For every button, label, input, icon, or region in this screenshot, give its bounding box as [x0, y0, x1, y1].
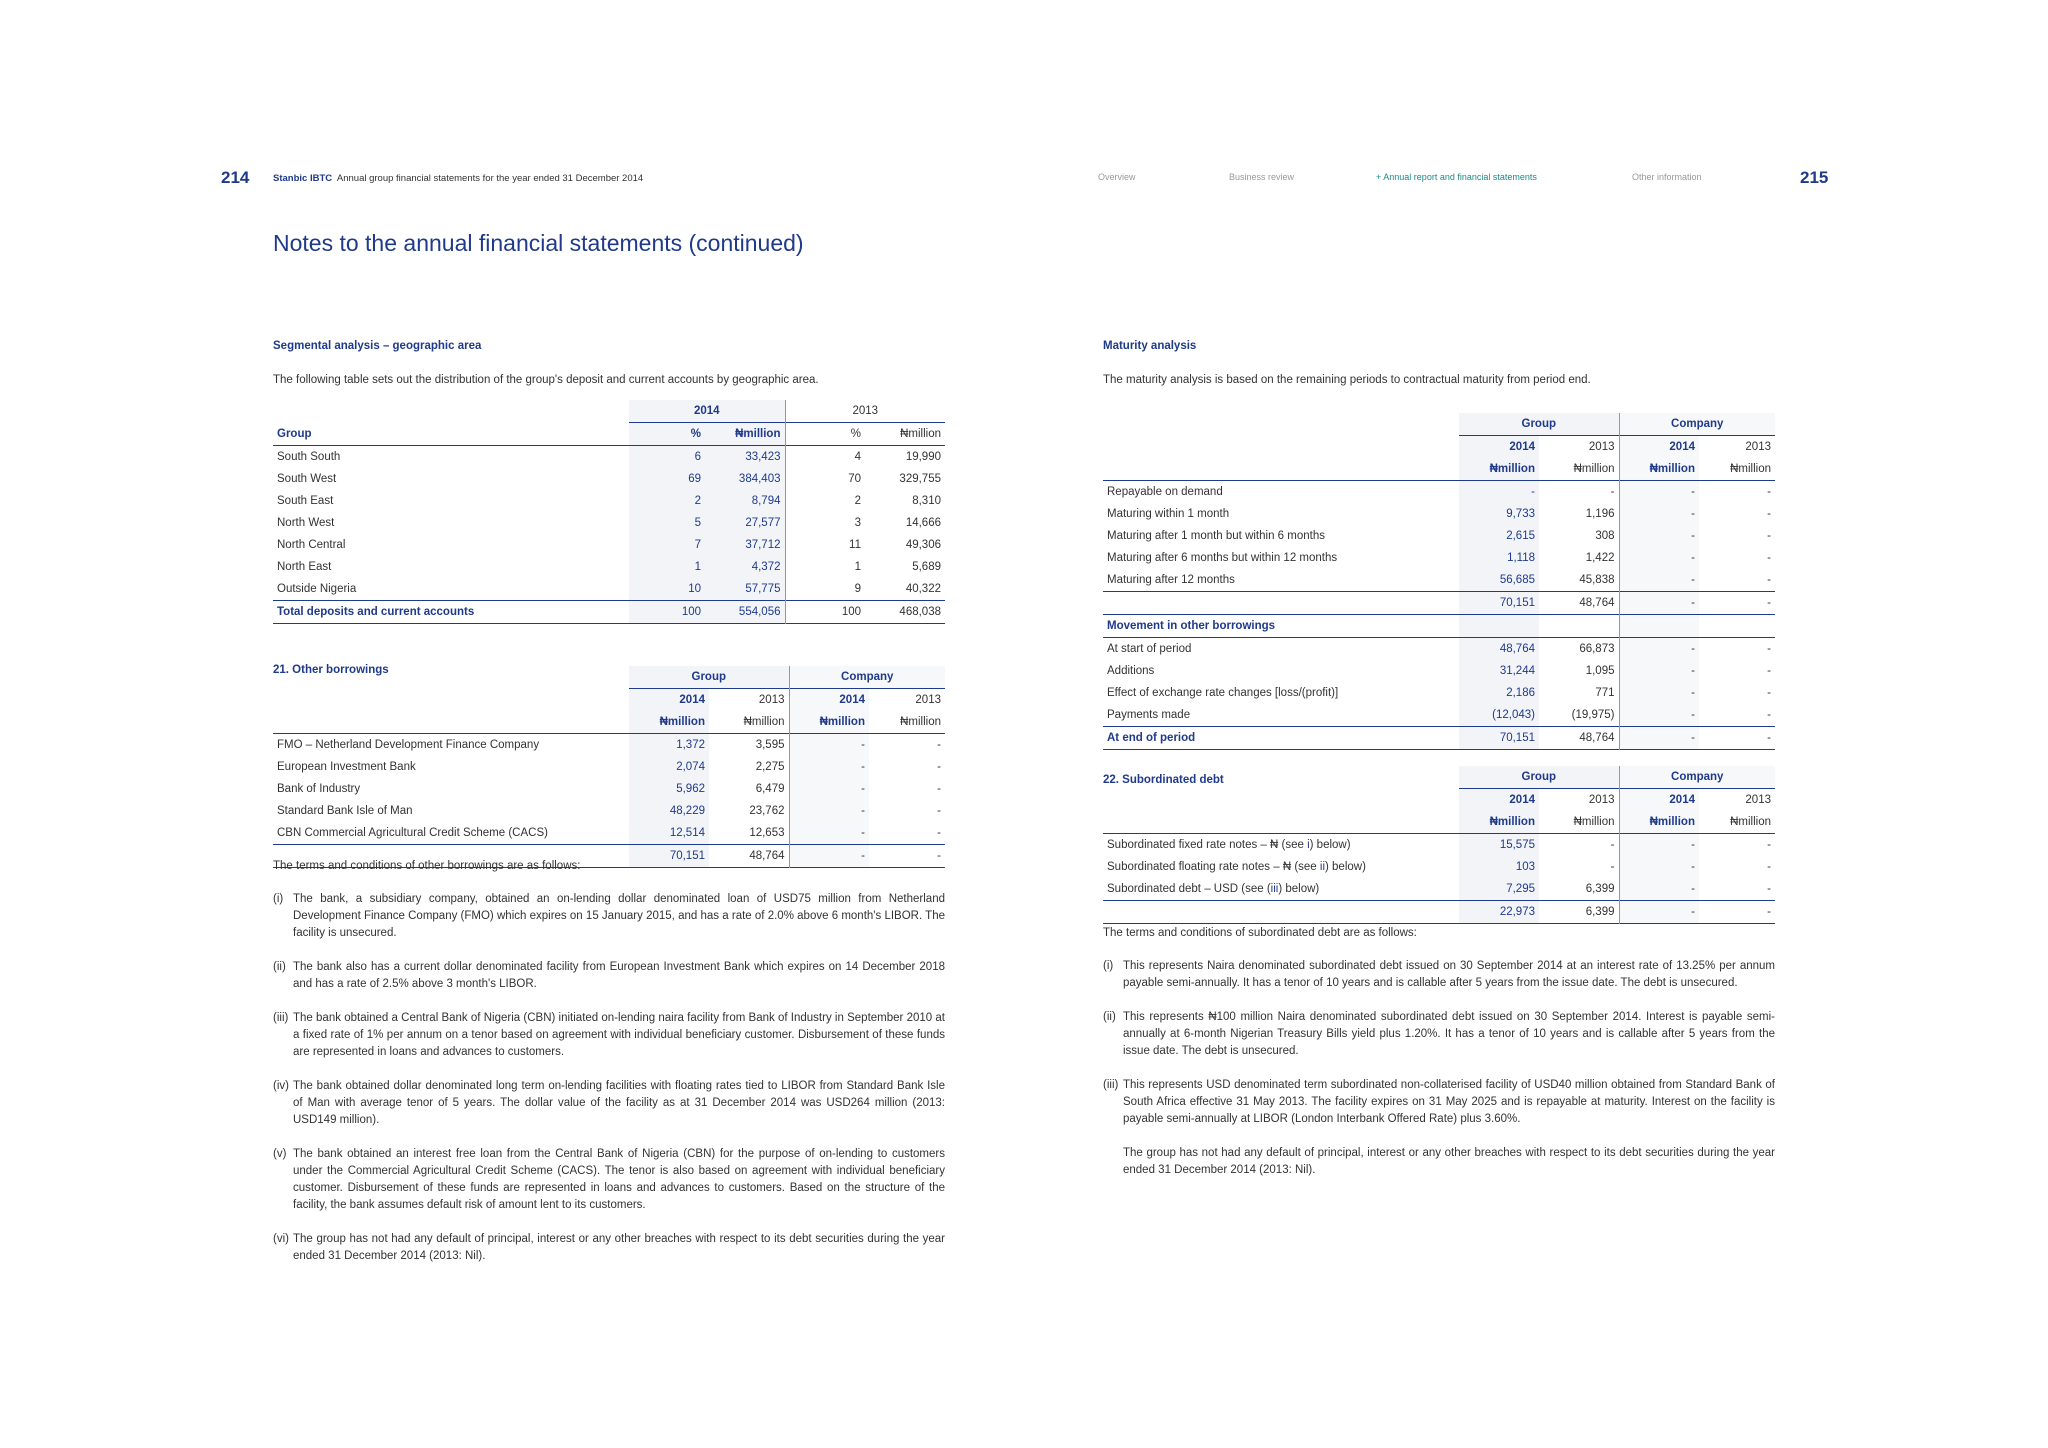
maturity-end-c14: - — [1619, 726, 1699, 749]
borrowings-g2013: 2013 — [709, 689, 789, 711]
company-2013-value: - — [1767, 838, 1771, 851]
segmental-row — [273, 556, 945, 578]
movement-row — [1103, 704, 1775, 727]
subdebt-total-c14: - — [1619, 900, 1699, 923]
note-marker: (iv) — [273, 1080, 289, 1092]
report-header — [273, 173, 643, 184]
borrowings-g2014: 2014 — [629, 689, 709, 711]
note-marker: (iii) — [1103, 1079, 1119, 1091]
borrowings-notes — [273, 891, 945, 1282]
row-label: Payments made — [1107, 708, 1191, 721]
subdebt-group-header: Group — [1459, 766, 1619, 789]
row-label: Additions — [1107, 664, 1155, 677]
note-item — [1103, 1077, 1775, 1128]
maturity-row — [1103, 569, 1775, 592]
note-item — [273, 1010, 945, 1061]
group-2014-value: 2,074 — [629, 756, 709, 778]
company-2014-value: - — [1619, 682, 1699, 704]
pct-2013: 4 — [785, 446, 865, 469]
region-label: North East — [277, 561, 332, 573]
company-2014-value: - — [1619, 704, 1699, 727]
pct-2013: 9 — [785, 578, 865, 601]
maturity-subtotal-c14: - — [1619, 591, 1699, 614]
segmental-row — [273, 468, 945, 490]
borrowings-g-unit-2013: ₦million — [743, 715, 785, 728]
group-2014-value: 1,118 — [1459, 547, 1539, 569]
segmental-col-million-2014: ₦million — [705, 423, 785, 446]
pct-2013: 70 — [785, 468, 865, 490]
company-2013-value: - — [1767, 507, 1771, 520]
company-2014-value: - — [1619, 569, 1699, 592]
maturity-company-header: Company — [1619, 413, 1775, 436]
segmental-year-row — [273, 400, 945, 423]
group-2014-value: 103 — [1459, 856, 1539, 878]
maturity-intro: The maturity analysis is based on the remaining periods to contractual maturity from period end. — [1103, 374, 1591, 386]
group-2013-value: 1,422 — [1585, 551, 1615, 564]
subdebt-row — [1103, 833, 1775, 856]
movement-title-row — [1103, 614, 1775, 637]
total-pct-2014: 100 — [629, 601, 705, 624]
note-text: The group has not had any default of principal, interest or any other breaches with respect to its debt securities during the year ended 31 December 2014 (2013: Nil). — [1123, 1147, 1775, 1176]
subdebt-total-row — [1103, 900, 1775, 923]
segmental-row — [273, 534, 945, 556]
company-2013-value: - — [1767, 551, 1771, 564]
company-2014-value: - — [1619, 833, 1699, 856]
label-text: ) below) — [1278, 882, 1320, 895]
million-2014: 384,403 — [705, 468, 785, 490]
borrowings-c2013: 2013 — [869, 689, 945, 711]
subdebt-g2013: 2013 — [1539, 789, 1619, 811]
note-marker: (i) — [273, 893, 284, 905]
nav-business-review[interactable]: Business review — [1229, 172, 1295, 182]
maturity-row — [1103, 480, 1775, 503]
maturity-year-row — [1103, 436, 1775, 458]
group-2014-value: 48,764 — [1459, 637, 1539, 660]
note-marker: (ii) — [273, 961, 286, 973]
borrowings-unit-row — [273, 711, 945, 734]
segmental-year-2014: 2014 — [629, 400, 785, 423]
million-2014: 33,423 — [705, 446, 785, 469]
borrowings-year-row — [273, 689, 945, 711]
movement-row — [1103, 682, 1775, 704]
subdebt-title: 22. Subordinated debt — [1103, 774, 1224, 786]
million-2013: 329,755 — [899, 473, 941, 485]
company-2013-value: - — [937, 760, 941, 773]
group-2013-value: 45,838 — [1579, 573, 1615, 586]
subdebt-total-g14: 22,973 — [1459, 900, 1539, 923]
company-2013-value: - — [937, 804, 941, 817]
maturity-row — [1103, 525, 1775, 547]
group-2014-value: 31,244 — [1459, 660, 1539, 682]
million-2013: 19,990 — [905, 451, 941, 463]
maturity-g-unit-2014: ₦million — [1459, 458, 1539, 481]
borrowings-c2014: 2014 — [789, 689, 869, 711]
row-label — [1103, 833, 1459, 856]
note-reference-link[interactable]: i — [1307, 838, 1310, 851]
company-2014-value: - — [1619, 856, 1699, 878]
row-label: FMO – Netherland Development Finance Company — [277, 738, 540, 751]
company-2013-value: - — [1767, 686, 1771, 699]
total-pct-2013: 100 — [785, 601, 865, 624]
note-text: The bank also has a current dollar denominated facility from European Investment Bank which expires on 14 December 2018 and has a rate of 2.5% above 3 month's LIBOR. — [293, 961, 945, 990]
group-2013-value: 6,479 — [755, 782, 785, 795]
region-label: South East — [277, 495, 334, 507]
subdebt-row — [1103, 856, 1775, 878]
maturity-c-unit-2014: ₦million — [1619, 458, 1699, 481]
company-2014-value: - — [1619, 503, 1699, 525]
note-item — [1103, 1145, 1775, 1179]
company-2014-value: - — [1619, 525, 1699, 547]
million-2014: 8,794 — [705, 490, 785, 512]
note-item — [1103, 1009, 1775, 1060]
maturity-group-header: Group — [1459, 413, 1619, 436]
label-text: Subordinated fixed rate notes – ₦ (see — [1107, 838, 1308, 851]
subdebt-g-unit-2014: ₦million — [1459, 811, 1539, 834]
borrowings-total-g13: 48,764 — [749, 849, 785, 862]
borrowings-entity-row — [273, 666, 945, 689]
note-text: The bank, a subsidiary company, obtained an on-lending dollar denominated loan of USD75 million from Netherland Development Finance Company (FMO) which expires on 15 January 2015, and has a rate of 2.0% above 6 month's LIBOR. The facility is unsecured. — [293, 893, 945, 939]
maturity-g2014: 2014 — [1459, 436, 1539, 458]
borrowings-row — [273, 756, 945, 778]
note-text: This represents Naira denominated subordinated debt issued on 30 September 2014 at an interest rate of 13.25% per annum payable semi-annually. It has a tenor of 10 years and is callable after 5 years from the issue date. The debt is unsecured. — [1123, 960, 1775, 989]
total-label: Total deposits and current accounts — [277, 606, 475, 618]
subdebt-c-unit-2014: ₦million — [1619, 811, 1699, 834]
movement-title: Movement in other borrowings — [1107, 619, 1276, 632]
million-2013: 14,666 — [905, 517, 941, 529]
maturity-row — [1103, 547, 1775, 569]
pct-2014: 7 — [629, 534, 705, 556]
million-2014: 37,712 — [705, 534, 785, 556]
million-2013: 8,310 — [912, 495, 941, 507]
note-item — [273, 891, 945, 942]
segmental-col-pct-2013: % — [785, 423, 865, 446]
group-2014-value: 1,372 — [629, 733, 709, 756]
region-label: Outside Nigeria — [277, 583, 357, 595]
group-2014-value: 48,229 — [629, 800, 709, 822]
pct-2014: 5 — [629, 512, 705, 534]
group-2013-value: - — [1610, 860, 1615, 873]
row-label: Maturing within 1 month — [1107, 507, 1230, 520]
subdebt-g2014: 2014 — [1459, 789, 1539, 811]
company-2014-value: - — [1619, 547, 1699, 569]
segmental-total-row — [273, 601, 945, 624]
note-text: The group has not had any default of principal, interest or any other breaches with respect to its debt securities during the year ended 31 December 2014 (2013: Nil). — [293, 1233, 945, 1262]
company-2013-value: - — [937, 782, 941, 795]
region-label: North West — [277, 517, 335, 529]
borrowings-total-c14: - — [789, 844, 869, 867]
borrowings-group-header: Group — [629, 666, 789, 689]
note-reference-link[interactable]: iii — [1270, 882, 1279, 895]
pct-2014: 1 — [629, 556, 705, 578]
company-2013-value: - — [1767, 485, 1771, 498]
maturity-end-row — [1103, 726, 1775, 749]
company-2013-value: - — [1767, 882, 1771, 895]
borrowings-table — [273, 666, 945, 868]
company-2013-value: - — [937, 826, 941, 839]
subdebt-terms-intro: The terms and conditions of subordinated debt are as follows: — [1103, 927, 1417, 939]
label-text: ) below) — [1309, 838, 1351, 851]
row-label: CBN Commercial Agricultural Credit Scheme (CACS) — [277, 826, 548, 839]
million-2013: 5,689 — [912, 561, 941, 573]
company-2014-value: - — [789, 800, 869, 822]
subdebt-notes — [1103, 958, 1775, 1196]
maturity-c-unit-2013: ₦million — [1730, 462, 1771, 475]
note-item — [273, 1146, 945, 1214]
note-text: This represents ₦100 million Naira denominated subordinated debt issued on 30 September 2014. Interest is payable semi-annually at 6-month Nigerian Treasury Bills yield plus 1.20%. It has a tenor of 10 years and is callable after 5 years from the issue date. The debt is unsecured. — [1123, 1011, 1775, 1057]
group-2013-value: 23,762 — [749, 804, 785, 817]
plus-icon: + — [1376, 172, 1382, 182]
group-2013-value: 6,399 — [1585, 882, 1615, 895]
million-2014: 27,577 — [705, 512, 785, 534]
row-label: Maturing after 6 months but within 12 months — [1107, 551, 1338, 564]
subdebt-total-c13: - — [1767, 905, 1771, 918]
maturity-end-label: At end of period — [1107, 731, 1196, 744]
pct-2014: 6 — [629, 446, 705, 469]
borrowings-row — [273, 800, 945, 822]
row-label — [1103, 856, 1459, 878]
group-2014-value: (12,043) — [1459, 704, 1539, 727]
maturity-subtotal-g14: 70,151 — [1459, 591, 1539, 614]
region-label: South West — [277, 473, 337, 485]
pct-2013: 2 — [785, 490, 865, 512]
subdebt-row — [1103, 878, 1775, 901]
segmental-table — [273, 400, 945, 624]
company-2014-value: - — [1619, 660, 1699, 682]
maturity-title: Maturity analysis — [1103, 340, 1197, 352]
borrowings-row — [273, 822, 945, 845]
maturity-subtotal-row — [1103, 591, 1775, 614]
segmental-col-million-2013: ₦million — [865, 423, 945, 446]
segmental-year-2013: 2013 — [785, 400, 945, 423]
group-2013-value: 66,873 — [1579, 642, 1615, 655]
brand-name: Stanbic IBTC — [273, 173, 333, 184]
company-2014-value: - — [1619, 480, 1699, 503]
note-item — [1103, 958, 1775, 992]
row-label: Effect of exchange rate changes [loss/(profit)] — [1107, 686, 1339, 699]
subdebt-table — [1103, 766, 1775, 924]
segmental-title: Segmental analysis – geographic area — [273, 340, 482, 352]
group-2014-value: 15,575 — [1459, 833, 1539, 856]
nav-other-information[interactable]: Other information — [1632, 172, 1702, 182]
subdebt-c2014: 2014 — [1619, 789, 1699, 811]
row-label: Maturing after 12 months — [1107, 573, 1235, 586]
pct-2013: 11 — [785, 534, 865, 556]
group-2013-value: 2,275 — [755, 760, 785, 773]
subdebt-g-unit-2013: ₦million — [1573, 815, 1615, 828]
company-2014-value: - — [1619, 878, 1699, 901]
note-reference-link[interactable]: ii — [1319, 860, 1326, 873]
borrowings-c-unit-2014: ₦million — [789, 711, 869, 734]
group-2013-value: (19,975) — [1571, 708, 1615, 721]
million-2014: 57,775 — [705, 578, 785, 601]
note-item — [273, 1078, 945, 1129]
borrowings-g-unit-2014: ₦million — [629, 711, 709, 734]
group-2014-value: - — [1459, 480, 1539, 503]
row-label: Maturing after 1 month but within 6 months — [1107, 529, 1325, 542]
pct-2014: 2 — [629, 490, 705, 512]
total-million-2014: 554,056 — [705, 601, 785, 624]
subdebt-year-row — [1103, 789, 1775, 811]
company-2013-value: - — [1767, 708, 1771, 721]
subdebt-unit-row — [1103, 811, 1775, 834]
company-2013-value: - — [937, 738, 941, 751]
maturity-row — [1103, 503, 1775, 525]
company-2013-value: - — [1767, 664, 1771, 677]
note-text: The bank obtained a Central Bank of Nigeria (CBN) initiated on-lending naira facility from Bank of Industry in September 2010 at a fixed rate of 1% per annum on a tenor based on agreement with individual beneficiary customer. Disbursement of these funds are represented in loans and advances to customers. — [293, 1012, 945, 1058]
group-2013-value: 12,653 — [749, 826, 785, 839]
segmental-row — [273, 578, 945, 601]
group-2013-value: 1,095 — [1585, 664, 1615, 677]
segmental-intro: The following table sets out the distribution of the group's deposit and current accounts by geographic area. — [273, 374, 819, 386]
total-million-2013: 468,038 — [899, 606, 941, 618]
borrowings-total-g14: 70,151 — [629, 844, 709, 867]
maturity-end-g13: 48,764 — [1579, 731, 1615, 744]
subdebt-company-header: Company — [1619, 766, 1775, 789]
borrowings-title: 21. Other borrowings — [273, 664, 389, 676]
million-2014: 4,372 — [705, 556, 785, 578]
label-text: ) below) — [1325, 860, 1366, 873]
group-2013-value: 308 — [1595, 529, 1615, 542]
maturity-subtotal-g13: 48,764 — [1579, 596, 1615, 609]
movement-row — [1103, 660, 1775, 682]
company-2014-value: - — [789, 756, 869, 778]
segmental-row — [273, 490, 945, 512]
subdebt-entity-row — [1103, 766, 1775, 789]
right-page-number: 215 — [1800, 168, 1829, 187]
company-2014-value: - — [789, 778, 869, 800]
note-marker: (iii) — [273, 1012, 289, 1024]
pct-2013: 1 — [785, 556, 865, 578]
row-label: Repayable on demand — [1107, 485, 1223, 498]
label-text: Subordinated floating rate notes – ₦ (see — [1107, 860, 1320, 873]
borrowings-c-unit-2013: ₦million — [900, 715, 941, 728]
subdebt-c2013: 2013 — [1699, 789, 1775, 811]
label-text: Subordinated debt – USD (see ( — [1107, 882, 1271, 895]
group-2014-value: 5,962 — [629, 778, 709, 800]
note-marker: (ii) — [1103, 1011, 1116, 1023]
company-2014-value: - — [789, 822, 869, 845]
group-2014-value: 9,733 — [1459, 503, 1539, 525]
subdebt-c-unit-2013: ₦million — [1730, 815, 1771, 828]
segmental-col-pct-2014: % — [629, 423, 705, 446]
note-marker: (i) — [1103, 960, 1114, 972]
maturity-entity-row — [1103, 413, 1775, 436]
maturity-end-c13: - — [1767, 731, 1771, 744]
borrowings-row — [273, 778, 945, 800]
group-2013-value: - — [1610, 485, 1615, 498]
row-label: Standard Bank Isle of Man — [277, 804, 413, 817]
note-text: This represents USD denominated term subordinated non-collaterised facility of USD40 million obtained from Standard Bank of South Africa effective 31 May 2013. The facility expires on 31 May 2025 and is repayable at maturity. Interest on the facility is payable semi-annually at LIBOR (London Interbank Offered Rate) plus 3.60%. — [1123, 1079, 1775, 1125]
segmental-row — [273, 512, 945, 534]
note-marker: (v) — [273, 1148, 287, 1160]
maturity-g-unit-2013: ₦million — [1573, 462, 1615, 475]
note-marker — [1103, 1145, 1123, 1179]
borrowings-company-header: Company — [789, 666, 945, 689]
maturity-c2014: 2014 — [1619, 436, 1699, 458]
segmental-row — [273, 446, 945, 469]
note-marker: (vi) — [273, 1233, 289, 1245]
company-2013-value: - — [1767, 529, 1771, 542]
page-title: Notes to the annual financial statements (continued) — [273, 230, 804, 256]
group-2014-value: 2,615 — [1459, 525, 1539, 547]
region-label: North Central — [277, 539, 346, 551]
note-text: The bank obtained an interest free loan from the Central Bank of Nigeria (CBN) for the purpose of on-lending to customers under the Commercial Agricultural Credit Scheme (CACS). The tenor is also based on agreement with individual beneficiary customer. Disbursement of these funds are represented in loans and advances to customers. Based on the structure of the facility, the bank assumes default risk of amount lent to its customers. — [293, 1148, 945, 1211]
note-item — [273, 959, 945, 993]
nav-annual-report[interactable] — [1376, 172, 1537, 182]
subdebt-total-g13: 6,399 — [1585, 905, 1615, 918]
company-2013-value: - — [1767, 860, 1771, 873]
group-2014-value: 56,685 — [1459, 569, 1539, 592]
company-2013-value: - — [1767, 642, 1771, 655]
group-2013-value: - — [1610, 838, 1615, 851]
note-text: The bank obtained dollar denominated long term on-lending facilities with floating rates tied to LIBOR from Standard Bank Isle of Man with average tenor of 5 years. The dollar value of the facility as at 31 December 2014 was USD264 million (2013: USD149 million). — [293, 1080, 945, 1126]
borrowings-terms-intro: The terms and conditions of other borrowings are as follows: — [273, 860, 581, 872]
segmental-col-group: Group — [277, 427, 312, 440]
pct-2014: 69 — [629, 468, 705, 490]
borrowings-row — [273, 733, 945, 756]
nav-overview[interactable]: Overview — [1098, 172, 1136, 182]
report-title: Annual group financial statements for the year ended 31 December 2014 — [336, 173, 644, 184]
maturity-end-g14: 70,151 — [1459, 726, 1539, 749]
segmental-header-row — [273, 423, 945, 446]
group-2014-value: 12,514 — [629, 822, 709, 845]
million-2013: 49,306 — [905, 539, 941, 551]
company-2014-value: - — [789, 733, 869, 756]
maturity-subtotal-c13: - — [1767, 596, 1771, 609]
group-2013-value: 1,196 — [1585, 507, 1615, 520]
maturity-unit-row — [1103, 458, 1775, 481]
maturity-g2013: 2013 — [1539, 436, 1619, 458]
region-label: South South — [277, 451, 341, 463]
company-2013-value: - — [1767, 573, 1771, 586]
pct-2013: 3 — [785, 512, 865, 534]
group-2013-value: 3,595 — [755, 738, 785, 751]
row-label — [1103, 878, 1459, 901]
maturity-table — [1103, 413, 1775, 750]
maturity-c2013: 2013 — [1699, 436, 1775, 458]
left-page-number: 214 — [221, 168, 250, 187]
company-2014-value: - — [1619, 637, 1699, 660]
borrowings-total-c13: - — [937, 849, 941, 862]
pct-2014: 10 — [629, 578, 705, 601]
row-label: Bank of Industry — [277, 782, 361, 795]
group-2014-value: 2,186 — [1459, 682, 1539, 704]
movement-row — [1103, 637, 1775, 660]
note-item — [273, 1231, 945, 1265]
nav-annual-report-label: Annual report and financial statements — [1383, 172, 1537, 182]
million-2013: 40,322 — [905, 583, 941, 595]
group-2013-value: 771 — [1595, 686, 1615, 699]
group-2014-value: 7,295 — [1459, 878, 1539, 901]
row-label: European Investment Bank — [277, 760, 416, 773]
row-label: At start of period — [1107, 642, 1192, 655]
